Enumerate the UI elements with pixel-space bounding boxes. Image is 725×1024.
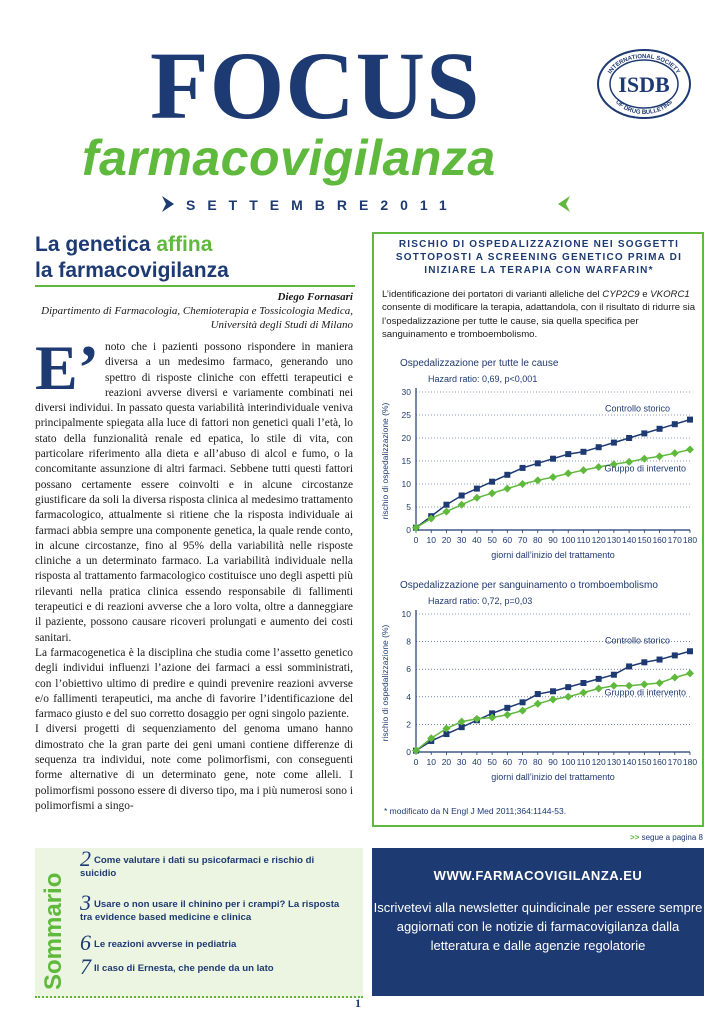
data-point [595,463,603,471]
data-point [443,502,449,508]
data-point [458,501,466,509]
x-tick-label: 100 [561,757,576,767]
issue-date-line [160,193,580,217]
series-label: Gruppo di intervento [604,463,686,474]
data-point [611,440,617,446]
gene-cyp2c9: CYP2C9 [602,289,640,300]
y-tick-label: 8 [406,636,411,647]
masthead-subtitle: farmacovigilanza [82,130,496,186]
continue-link[interactable] [630,833,703,842]
data-point [549,473,557,481]
data-point [474,486,480,492]
x-tick-label: 10 [426,535,436,545]
data-point [641,430,647,436]
continue-arrow: >> [630,833,640,842]
gene-vkorc1: VKORC1 [650,289,690,300]
chart-title: Ospedalizzazione per sanguinamento o tromboembolismo [400,580,658,591]
title-part-line2: la farmacovigilanza [35,259,229,282]
y-tick-label: 5 [406,502,411,512]
data-point [565,451,571,457]
y-tick-label: 0 [406,525,411,535]
promo-url[interactable]: WWW.FARMACOVIGILANZA.EU [433,868,643,883]
x-tick-label: 130 [606,535,621,545]
x-axis-label: giorni dall’inizio del trattamento [491,550,615,560]
data-point [686,669,694,677]
data-point [564,469,572,477]
box-intro-c: consente di modificare la terapia, adattandola, con il risultato di ridurre sia l’ospedalizzazione per tutte le cause, sia quella specifica per sanguinamento e tromboembolismo. [382,302,696,341]
data-point [565,684,571,690]
title-part-genetica: genetica [65,233,151,256]
y-axis-label: rischio di ospedalizzazione (%) [380,402,390,520]
data-point [520,465,526,471]
x-tick-label: 0 [413,535,419,545]
title-part-affina: affina [150,233,213,256]
box-title: RISCHIO DI OSPEDALIZZAZIONE NEI SOGGETTI SOTTOPOSTI A SCREENING GENETICO PRIMA DI INIZIARE LA TERAPIA CON WARFARIN* [395,239,683,276]
series-label: Gruppo di intervento [604,687,686,698]
x-tick-label: 170 [667,535,682,545]
x-tick-label: 60 [502,535,513,545]
x-tick-label: 110 [576,757,591,767]
data-point [503,711,511,719]
data-point [580,449,586,455]
article-paragraph-1: noto che i pazienti possono rispondere in maniera diversa a un medesimo farmaco, generando uno spettro di risposte cliniche con effetti terapeutici e reazioni avverse diversi e variamente combinati nei diversi individui. In passato questa variabilità interindividuale veniva principalmente spiegata alla luce di fattori non genetici quali l’età, lo stato della funzionalità renale ed epatica, lo stile di vita, con particolare riferimento alla dieta e all’abuso di alcol e fumo, o la concomitante assunzione di altri farmaci. Sebbene tutti questi fattori possano certamente essere coinvolti e in alcune circostanze giustificare da soli la diversa risposta clinica al medesimo trattamento farmacologico, attualmente si ritiene che la risposta individuale ai farmaci abbia sempre una componente genetica, la quale rende conto, in alcune circostanze, fino al 95% della variabilità nelle risposte cliniche a un determinato farmaco. La variabilità individuale nella risposta al trattamento farmacologico costituisce uno degli aspetti più rilevanti nella pratica clinica essendo responsabile di fallimenti terapeutici e di reazioni avverse che a loro volta, oltre a danneggiare il paziente, possono causare ricoveri prolungati e aumento dei costi sanitari. [35,341,353,644]
data-point [596,676,602,682]
data-point [579,689,587,697]
y-tick-label: 20 [401,433,411,443]
x-tick-label: 20 [441,757,452,767]
x-tick-label: 80 [533,757,543,767]
author-name: Diego Fornasari [277,291,353,303]
data-point [535,691,541,697]
summary-item-text: Il caso di Ernesta, che pende da un lato [94,963,274,974]
data-point [672,421,678,427]
data-point [519,480,527,488]
data-point [656,452,664,460]
article-paragraph-2: La farmacogenetica è la disciplina che studia come l’assetto genetico degli individui influenzi l’azione dei farmaci a essi somministrati, con l’obiettivo ultimo di predire e quindi prevenire reazioni avverse e/o fallimenti terapeutici, ma anche di favorire l’identificazione del farmaco giusto e del suo corretto dosaggio per ogni singolo paziente. [35,646,353,721]
data-point [580,680,586,686]
summary-item[interactable] [80,846,350,880]
data-point [503,485,511,493]
data-point [550,688,556,694]
data-point [550,456,556,462]
data-point [473,494,481,502]
y-tick-label: 10 [401,609,411,619]
logo-letters: ISDB [618,72,670,97]
x-tick-label: 150 [637,757,652,767]
drop-cap: E’ [35,332,99,403]
summary-label-text: Sommario [40,872,67,990]
x-tick-label: 110 [576,535,591,545]
summary-item[interactable] [80,930,350,955]
data-point [519,707,527,715]
box-intro-b: e [639,289,651,300]
chart-bleeding-thromboembolism [378,574,700,794]
data-point [442,508,450,516]
summary-label [38,852,68,992]
data-point [657,426,663,432]
data-point [488,489,496,497]
data-point [595,685,603,693]
x-tick-label: 180 [682,757,698,767]
data-point [459,493,465,499]
data-point [596,444,602,450]
data-point [656,679,664,687]
author-block [35,290,353,332]
x-tick-label: 50 [487,757,497,767]
x-tick-label: 70 [517,757,528,767]
summary-item-number: 3 [80,890,91,915]
data-point [641,659,647,665]
summary-item-number: 2 [80,846,91,871]
summary-item[interactable] [80,890,350,924]
logo-text-bottom: OF DRUG BULLETINS [614,99,674,116]
series-line [416,673,690,750]
x-tick-label: 140 [622,535,637,545]
x-tick-label: 160 [652,535,667,545]
newsletter-promo [372,848,704,996]
y-tick-label: 6 [406,664,411,675]
x-tick-label: 50 [487,535,497,545]
x-tick-label: 90 [548,757,558,767]
chevron-left-icon [556,195,572,213]
x-tick-label: 90 [548,535,558,545]
data-point [549,696,557,704]
summary-item-text: Come valutare i dati su psicofarmaci e rischio di suicidio [80,855,315,879]
summary-item[interactable] [80,954,350,979]
data-point [626,663,632,669]
chart-annotation: Hazard ratio: 0,69, p<0,001 [428,374,538,384]
article-title [35,232,365,284]
x-tick-label: 10 [426,757,436,767]
x-tick-label: 130 [606,757,621,767]
x-axis-label: giorni dall’inizio del trattamento [491,772,615,782]
author-affiliation: Dipartimento di Farmacologia, Chemioterapia e Tossicologia Medica, Università degli Studi di Milano [41,305,353,331]
issue-date: SETTEMBRE2011 [186,197,459,213]
x-tick-label: 0 [413,757,419,767]
x-tick-label: 150 [637,535,652,545]
data-point [520,699,526,705]
data-point [579,466,587,474]
x-tick-label: 140 [622,757,637,767]
data-point [626,435,632,441]
promo-text: Iscrivetevi alla newsletter quindicinale per essere sempre aggiornati con le notizie di farmacovigilanza dalla letteratura e dalle agenzie regolatorie [373,900,703,953]
title-divider [35,285,355,287]
x-tick-label: 40 [472,757,482,767]
x-tick-label: 170 [667,757,682,767]
data-point [687,417,693,423]
x-tick-label: 60 [502,757,513,767]
continue-text: segue a pagina 8 [641,833,703,842]
box-footnote: * modificato da N Engl J Med 2011;364:1144-53. [384,806,567,816]
y-tick-label: 15 [401,456,411,466]
x-tick-label: 30 [456,757,467,767]
data-point [534,476,542,484]
y-axis-label: rischio di ospedalizzazione (%) [380,624,390,742]
summary-item-text: Le reazioni avverse in pediatria [94,939,237,950]
data-point [534,700,542,708]
article-paragraph-3: I diversi progetti di sequenziamento del genoma umano hanno dimostrato che la gran parte dei geni umani contiene differenze di sequenza tra individui, note come polimorfismi, con conseguenti forme alternative di un determinato gene, note come alleli. I polimorfismi possono essere di diverso tipo, ma i più numerosi sono i polimorfismi a singo- [35,723,353,812]
y-tick-label: 4 [406,691,411,702]
data-point [671,449,679,457]
summary-item-text: Usare o non usare il chinino per i crampi? La risposta tra evidence based medicine e clinica [80,899,340,923]
x-tick-label: 80 [533,535,543,545]
x-tick-label: 120 [591,535,606,545]
x-tick-label: 70 [517,535,528,545]
x-tick-label: 160 [652,757,667,767]
chevron-right-icon [160,195,176,213]
summary-item-number: 7 [80,954,91,979]
data-point [489,479,495,485]
y-tick-label: 10 [401,479,411,489]
masthead-title: FOCUS [150,32,481,139]
data-point [640,455,648,463]
data-point [686,446,694,454]
box-intro [382,288,698,342]
chart-annotation: Hazard ratio: 0,72, p=0,03 [428,596,533,606]
data-point [657,657,663,663]
x-tick-label: 30 [456,535,467,545]
x-tick-label: 180 [682,535,698,545]
y-tick-label: 30 [401,387,411,397]
data-point [504,705,510,711]
y-tick-label: 25 [401,410,411,420]
chart-title: Ospedalizzazione per tutte le cause [400,358,559,369]
data-point [611,672,617,678]
x-tick-label: 20 [441,535,452,545]
box-intro-a: L’identificazione dei portatori di varianti alleliche del [382,289,603,300]
series-label: Controllo storico [604,635,670,646]
data-point [687,648,693,654]
data-point [564,693,572,701]
series-label: Controllo storico [604,403,670,414]
summary-item-number: 6 [80,930,91,955]
data-point [504,472,510,478]
x-tick-label: 120 [591,757,606,767]
data-point [535,460,541,466]
x-tick-label: 100 [561,535,576,545]
page-number: 1 [355,996,361,1010]
isdb-logo [596,48,692,120]
chart-all-causes [378,352,700,570]
y-tick-label: 2 [406,719,411,730]
data-point [672,652,678,658]
title-part-la: La [35,233,66,256]
logo-text-top: INTERNATIONAL SOCIETY [607,54,681,76]
y-tick-label: 0 [406,747,411,757]
x-tick-label: 40 [472,535,482,545]
data-point [671,673,679,681]
article-body [35,332,353,814]
